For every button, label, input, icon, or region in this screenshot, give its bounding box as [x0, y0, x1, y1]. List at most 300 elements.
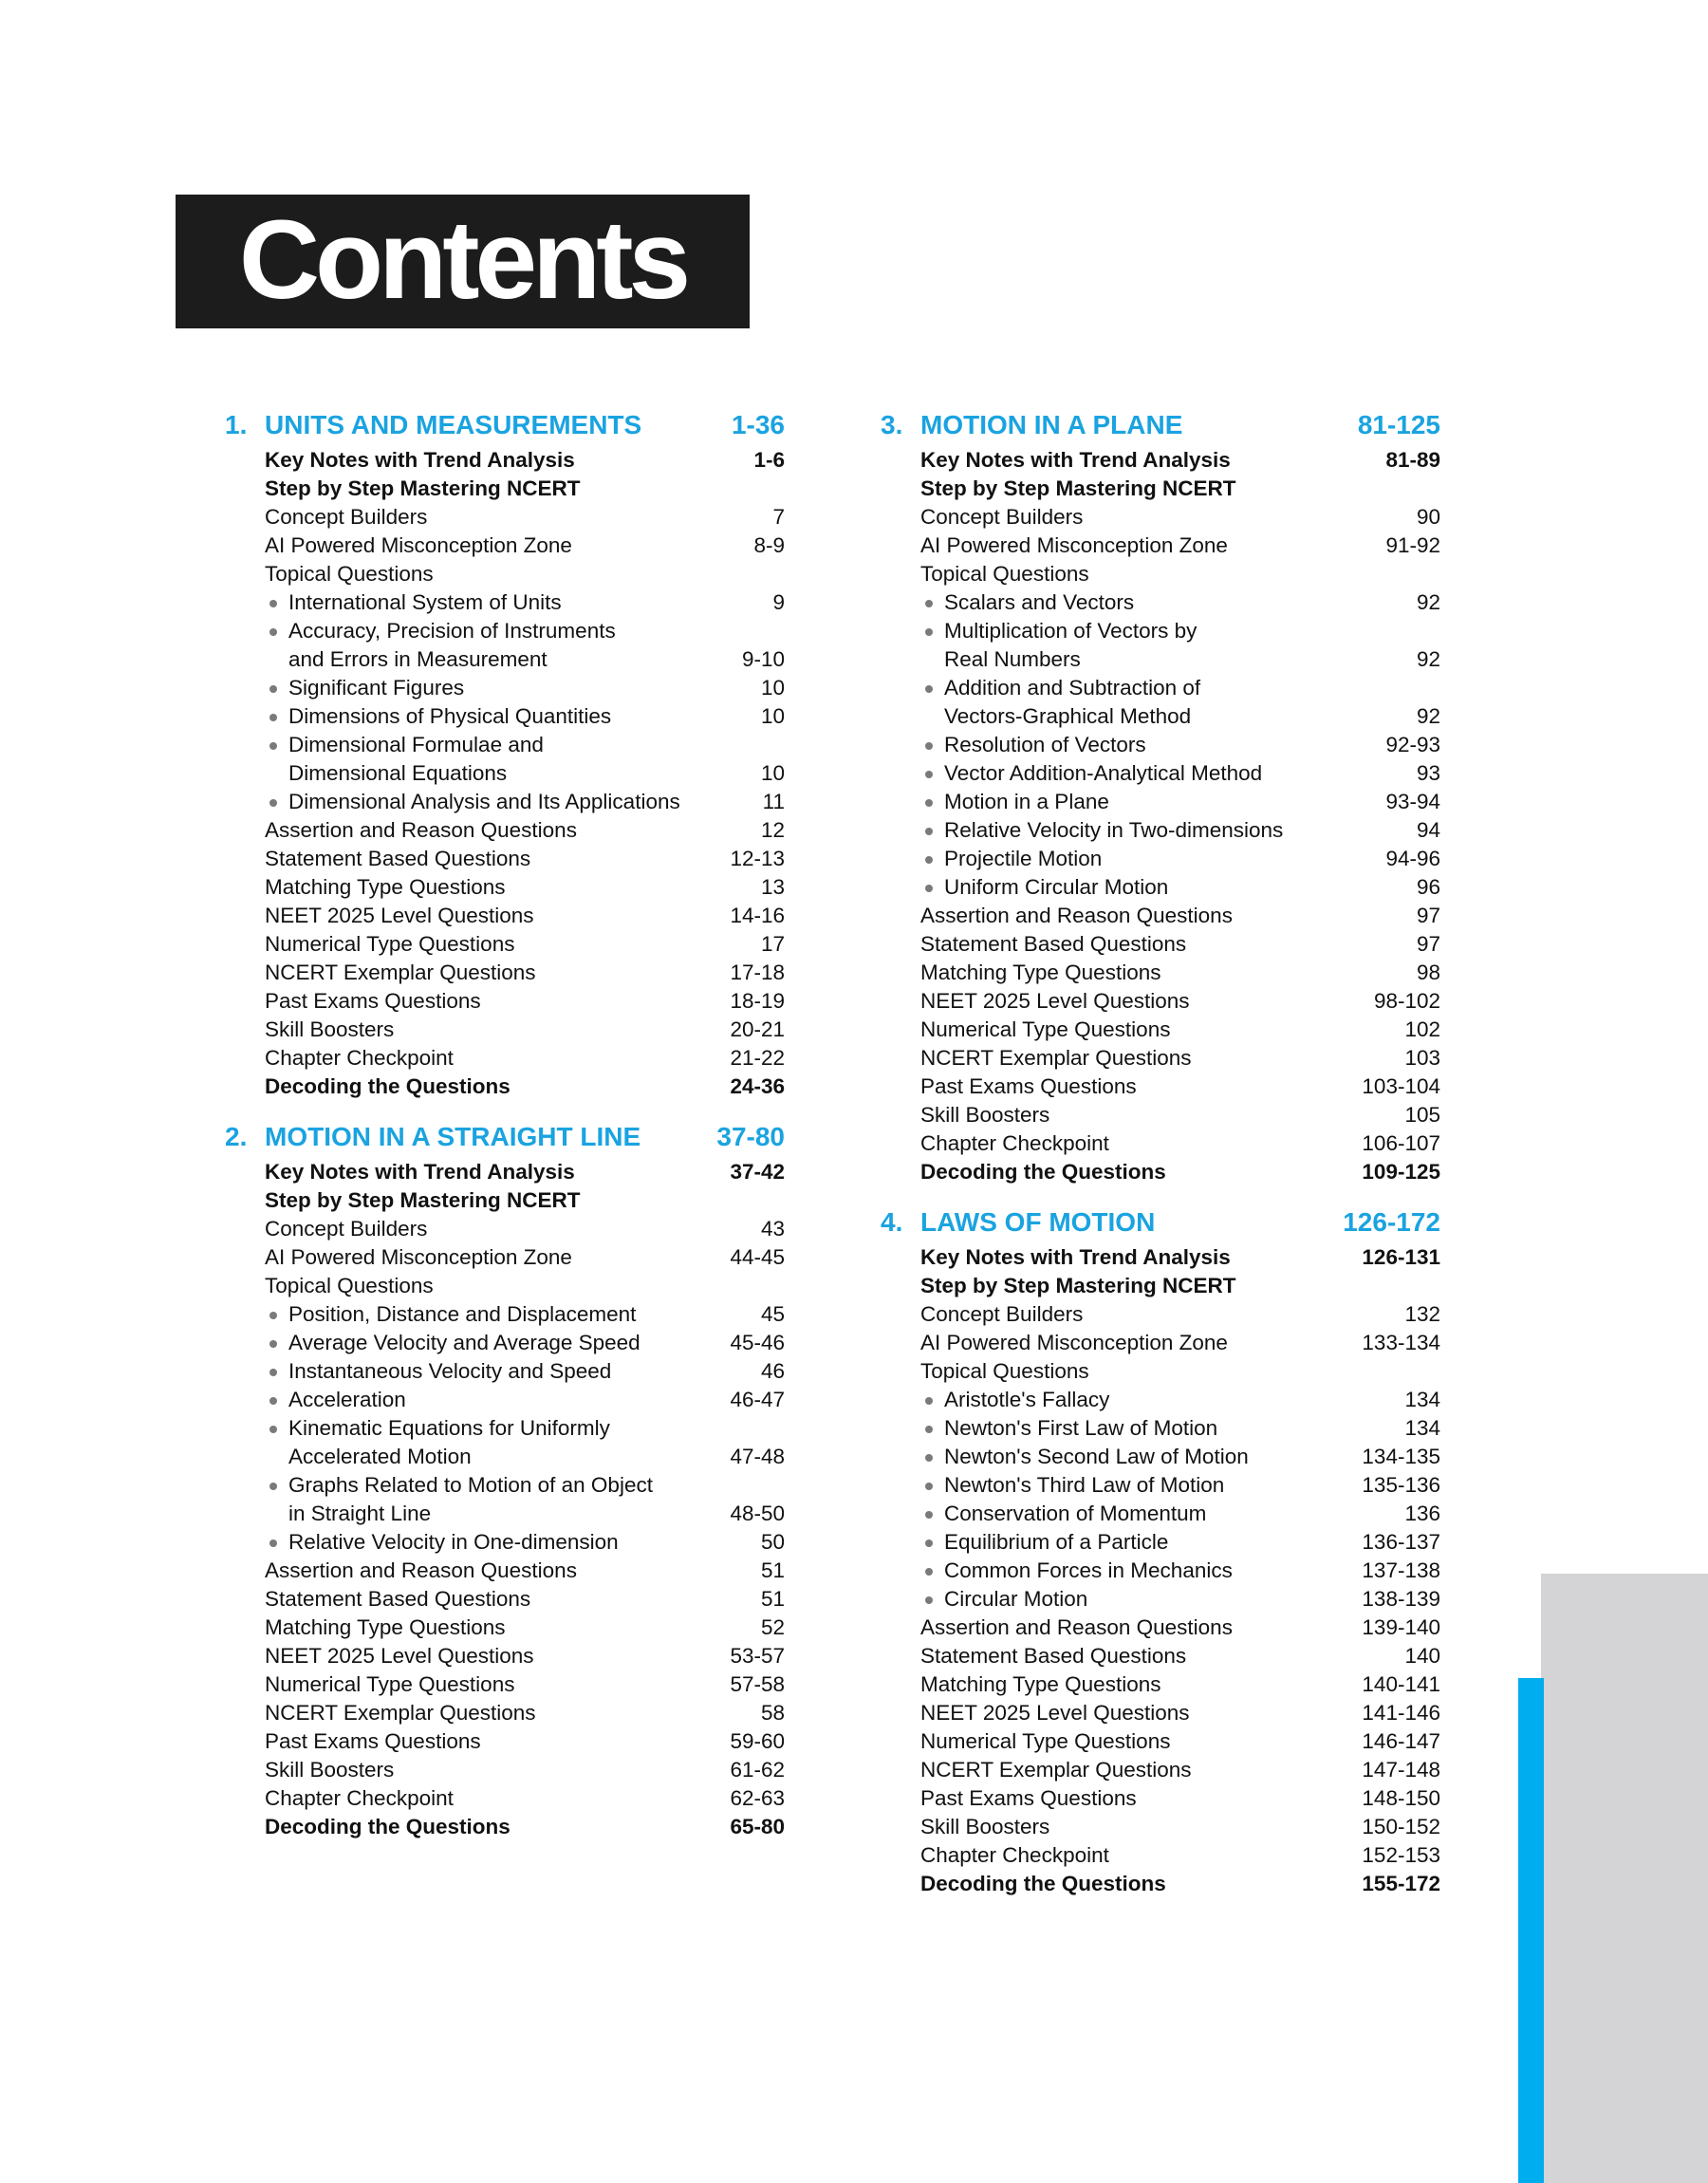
- entry-page-number: 47-48: [730, 1445, 785, 1468]
- entry-page-number: 1-6: [753, 448, 785, 472]
- entry-label: Chapter Checkpoint: [265, 1046, 454, 1070]
- toc-entry[interactable]: [225, 1557, 785, 1585]
- entry-page-number: 58: [760, 1701, 785, 1725]
- entry-label: Newton's First Law of Motion: [944, 1416, 1218, 1440]
- entry-page-number: 90: [1416, 505, 1440, 529]
- toc-subtopic-entry[interactable]: [225, 1357, 785, 1386]
- entry-page-number: 65-80: [730, 1815, 785, 1838]
- toc-entry[interactable]: [881, 902, 1440, 930]
- chapter-heading[interactable]: [225, 1116, 785, 1158]
- entry-label: Skill Boosters: [265, 1758, 395, 1782]
- entry-page-number: 138-139: [1362, 1587, 1440, 1611]
- bullet-icon: [925, 685, 933, 693]
- toc-subtopic-entry[interactable]: [881, 674, 1440, 702]
- chapter-number: 3.: [881, 410, 903, 439]
- chapter-section: [225, 404, 785, 1101]
- entry-page-number: 94-96: [1385, 847, 1440, 870]
- bullet-icon: [925, 1596, 933, 1604]
- toc-subtopic-entry[interactable]: [225, 617, 785, 645]
- entry-page-number: 57-58: [730, 1672, 785, 1696]
- entry-page-number: 17-18: [730, 961, 785, 984]
- entry-page-number: 18-19: [730, 989, 785, 1013]
- entry-page-number: 98: [1416, 961, 1440, 984]
- entry-page-number: 96: [1416, 875, 1440, 899]
- toc-entry[interactable]: [225, 446, 785, 475]
- entry-page-number: 132: [1404, 1302, 1440, 1326]
- entry-label: Past Exams Questions: [920, 1074, 1137, 1098]
- entry-label: Newton's Second Law of Motion: [944, 1445, 1249, 1468]
- toc-entry[interactable]: [225, 1614, 785, 1642]
- entry-label: Concept Builders: [265, 1217, 428, 1241]
- entry-page-number: 103-104: [1362, 1074, 1440, 1098]
- entry-page-number: 137-138: [1362, 1558, 1440, 1582]
- chapter-section: [881, 1202, 1440, 1898]
- toc-entry[interactable]: [225, 987, 785, 1016]
- entry-page-number: 97: [1416, 904, 1440, 927]
- toc-entry[interactable]: [225, 503, 785, 532]
- entry-label: Assertion and Reason Questions: [265, 1558, 577, 1582]
- bullet-icon: [269, 1426, 277, 1433]
- toc-entry[interactable]: [881, 1300, 1440, 1329]
- entry-page-number: 140: [1404, 1644, 1440, 1668]
- toc-subtopic-entry[interactable]: [881, 731, 1440, 759]
- toc-subtopic-entry[interactable]: [881, 702, 1440, 731]
- entry-page-number: 52: [760, 1615, 785, 1639]
- toc-entry[interactable]: [881, 1756, 1440, 1784]
- entry-label: NEET 2025 Level Questions: [920, 989, 1190, 1013]
- bullet-icon: [269, 1369, 277, 1376]
- bullet-icon: [269, 1397, 277, 1405]
- entry-page-number: 140-141: [1362, 1672, 1440, 1696]
- chapter-title: MOTION IN A PLANE: [920, 410, 1183, 439]
- chapter-title: UNITS AND MEASUREMENTS: [265, 410, 642, 439]
- entry-label: Past Exams Questions: [265, 1729, 481, 1753]
- entry-label: Accuracy, Precision of Instruments: [288, 619, 616, 643]
- toc-subtopic-entry[interactable]: [225, 588, 785, 617]
- entry-label: NEET 2025 Level Questions: [265, 904, 534, 927]
- entry-label: Statement Based Questions: [920, 1644, 1187, 1668]
- entry-label: Key Notes with Trend Analysis: [920, 448, 1231, 472]
- entry-label: Multiplication of Vectors by: [944, 619, 1197, 643]
- entry-page-number: 11: [762, 790, 785, 813]
- entry-page-number: 44-45: [730, 1245, 785, 1269]
- entry-label: Concept Builders: [265, 505, 428, 529]
- entry-page-number: 81-89: [1385, 448, 1440, 472]
- entry-label: Graphs Related to Motion of an Object: [288, 1473, 653, 1497]
- toc-entry[interactable]: [881, 475, 1440, 503]
- entry-label: Relative Velocity in Two-dimensions: [944, 818, 1284, 842]
- entry-label: Decoding the Questions: [920, 1872, 1166, 1895]
- entry-page-number: 8-9: [753, 533, 785, 557]
- toc-entry[interactable]: [225, 930, 785, 959]
- toc-subtopic-entry[interactable]: [225, 702, 785, 731]
- toc-subtopic-entry[interactable]: [881, 1500, 1440, 1528]
- bullet-icon: [925, 742, 933, 750]
- toc-subtopic-entry[interactable]: [881, 1443, 1440, 1471]
- toc-entry[interactable]: [225, 1016, 785, 1044]
- chapter-page-range: 1-36: [731, 410, 785, 439]
- toc-subtopic-entry[interactable]: [225, 1300, 785, 1329]
- bullet-icon: [269, 1483, 277, 1490]
- entry-label: Topical Questions: [265, 562, 434, 586]
- toc-subtopic-entry[interactable]: [225, 1386, 785, 1414]
- toc-entry[interactable]: [881, 1044, 1440, 1073]
- toc-subtopic-entry[interactable]: [881, 1471, 1440, 1500]
- entry-page-number: 103: [1404, 1046, 1440, 1070]
- entry-page-number: 93: [1416, 761, 1440, 785]
- entry-label: Acceleration: [288, 1388, 406, 1411]
- entry-label: Numerical Type Questions: [920, 1729, 1171, 1753]
- entry-label: Circular Motion: [944, 1587, 1088, 1611]
- entry-page-number: 148-150: [1362, 1786, 1440, 1810]
- toc-subtopic-entry[interactable]: [881, 617, 1440, 645]
- toc-entry[interactable]: [225, 845, 785, 873]
- entry-label: Numerical Type Questions: [265, 1672, 515, 1696]
- entry-page-number: 105: [1404, 1103, 1440, 1127]
- chapter-page-range: 37-80: [716, 1122, 785, 1151]
- toc-entry[interactable]: [225, 1813, 785, 1841]
- toc-entry[interactable]: [225, 1756, 785, 1784]
- chapter-number: 2.: [225, 1122, 248, 1151]
- entry-label: Assertion and Reason Questions: [920, 1615, 1233, 1639]
- entry-page-number: 134: [1404, 1388, 1440, 1411]
- toc-entry[interactable]: [225, 1699, 785, 1727]
- entry-label: and Errors in Measurement: [288, 647, 548, 671]
- toc-entry[interactable]: [225, 1272, 785, 1300]
- entry-label: Scalars and Vectors: [944, 590, 1135, 614]
- toc-entry[interactable]: [881, 503, 1440, 532]
- entry-page-number: 92-93: [1385, 733, 1440, 756]
- entry-page-number: 9-10: [741, 647, 785, 671]
- toc-subtopic-entry[interactable]: [881, 873, 1440, 902]
- entry-page-number: 21-22: [730, 1046, 785, 1070]
- entry-page-number: 92: [1416, 647, 1440, 671]
- chapter-number: 4.: [881, 1207, 903, 1237]
- toc-entry[interactable]: [881, 446, 1440, 475]
- entry-label: Real Numbers: [944, 647, 1081, 671]
- entry-label: Dimensions of Physical Quantities: [288, 704, 612, 728]
- entry-label: AI Powered Misconception Zone: [265, 533, 572, 557]
- toc-entry[interactable]: [881, 1101, 1440, 1129]
- bullet-icon: [925, 1426, 933, 1433]
- toc-entry[interactable]: [881, 1129, 1440, 1158]
- entry-page-number: 61-62: [730, 1758, 785, 1782]
- entry-label: Projectile Motion: [944, 847, 1103, 870]
- entry-label: Decoding the Questions: [920, 1160, 1166, 1184]
- contents-title-box: [176, 195, 750, 328]
- toc-entry[interactable]: [881, 1614, 1440, 1642]
- entry-label: Motion in a Plane: [944, 790, 1109, 813]
- bullet-icon: [269, 1539, 277, 1547]
- entry-label: Decoding the Questions: [265, 1815, 511, 1838]
- entry-label: Topical Questions: [920, 562, 1089, 586]
- chapter-section: [225, 1116, 785, 1841]
- toc-entry[interactable]: [881, 1272, 1440, 1300]
- entry-page-number: 133-134: [1362, 1331, 1440, 1354]
- entry-page-number: 10: [760, 676, 785, 700]
- toc-entry[interactable]: [881, 1158, 1440, 1186]
- side-tab-blue: [1518, 1678, 1544, 2183]
- chapter-title: MOTION IN A STRAIGHT LINE: [265, 1122, 641, 1151]
- toc-subtopic-entry[interactable]: [881, 816, 1440, 845]
- entry-label: NCERT Exemplar Questions: [265, 1701, 536, 1725]
- entry-page-number: 152-153: [1362, 1843, 1440, 1867]
- toc-subtopic-entry[interactable]: [225, 674, 785, 702]
- toc-subtopic-entry[interactable]: [225, 788, 785, 816]
- entry-label: Matching Type Questions: [920, 1672, 1161, 1696]
- entry-label: NEET 2025 Level Questions: [265, 1644, 534, 1668]
- bullet-icon: [269, 714, 277, 721]
- entry-label: Dimensional Equations: [288, 761, 508, 785]
- entry-page-number: 46-47: [730, 1388, 785, 1411]
- bullet-icon: [269, 1312, 277, 1319]
- toc-subtopic-entry[interactable]: [225, 1443, 785, 1471]
- toc-entry[interactable]: [225, 816, 785, 845]
- entry-page-number: 10: [760, 761, 785, 785]
- entry-label: Conservation of Momentum: [944, 1502, 1207, 1525]
- toc-entry[interactable]: [881, 532, 1440, 560]
- entry-page-number: 62-63: [730, 1786, 785, 1810]
- bullet-icon: [925, 628, 933, 636]
- entry-label: Common Forces in Mechanics: [944, 1558, 1233, 1582]
- entry-page-number: 136: [1404, 1502, 1440, 1525]
- toc-subtopic-entry[interactable]: [225, 1329, 785, 1357]
- entry-page-number: 146-147: [1362, 1729, 1440, 1753]
- toc-entry[interactable]: [881, 1642, 1440, 1670]
- bullet-icon: [925, 1397, 933, 1405]
- entry-label: AI Powered Misconception Zone: [920, 1331, 1228, 1354]
- toc-entry[interactable]: [881, 1670, 1440, 1699]
- bullet-icon: [925, 771, 933, 778]
- entry-label: Concept Builders: [920, 505, 1084, 529]
- toc-entry[interactable]: [881, 1841, 1440, 1870]
- bullet-icon: [269, 742, 277, 750]
- toc-entry[interactable]: [225, 1670, 785, 1699]
- toc-entry[interactable]: [225, 959, 785, 987]
- entry-page-number: 92: [1416, 704, 1440, 728]
- toc-subtopic-entry[interactable]: [225, 759, 785, 788]
- entry-label: Chapter Checkpoint: [920, 1843, 1109, 1867]
- toc-entry[interactable]: [225, 1243, 785, 1272]
- entry-label: Resolution of Vectors: [944, 733, 1146, 756]
- toc-entry[interactable]: [225, 532, 785, 560]
- toc-entry[interactable]: [881, 1699, 1440, 1727]
- entry-page-number: 150-152: [1362, 1815, 1440, 1838]
- toc-column-left: [225, 404, 785, 1841]
- entry-page-number: 92: [1416, 590, 1440, 614]
- toc-entry[interactable]: [225, 1044, 785, 1073]
- entry-page-number: 109-125: [1362, 1160, 1440, 1184]
- entry-label: Skill Boosters: [920, 1103, 1050, 1127]
- bullet-icon: [269, 799, 277, 807]
- bullet-icon: [925, 856, 933, 864]
- bullet-icon: [925, 799, 933, 807]
- entry-label: Average Velocity and Average Speed: [288, 1331, 640, 1354]
- entry-label: Assertion and Reason Questions: [920, 904, 1233, 927]
- bullet-icon: [925, 600, 933, 607]
- toc-entry[interactable]: [881, 1357, 1440, 1386]
- entry-page-number: 98-102: [1373, 989, 1440, 1013]
- entry-label: NEET 2025 Level Questions: [920, 1701, 1190, 1725]
- toc-entry[interactable]: [225, 475, 785, 503]
- entry-page-number: 45: [760, 1302, 785, 1326]
- entry-page-number: 97: [1416, 932, 1440, 956]
- toc-entry[interactable]: [225, 873, 785, 902]
- entry-label: Matching Type Questions: [920, 961, 1161, 984]
- chapter-heading[interactable]: [225, 404, 785, 446]
- side-tab-grey: [1541, 1574, 1708, 2183]
- toc-entry[interactable]: [881, 1073, 1440, 1101]
- entry-label: Numerical Type Questions: [920, 1017, 1171, 1041]
- toc-subtopic-entry[interactable]: [881, 1414, 1440, 1443]
- entry-label: Decoding the Questions: [265, 1074, 511, 1098]
- entry-label: Skill Boosters: [265, 1017, 395, 1041]
- entry-label: Step by Step Mastering NCERT: [265, 476, 581, 500]
- entry-label: AI Powered Misconception Zone: [265, 1245, 572, 1269]
- toc-entry[interactable]: [881, 987, 1440, 1016]
- toc-entry[interactable]: [881, 1243, 1440, 1272]
- bullet-icon: [925, 1454, 933, 1462]
- toc-subtopic-entry[interactable]: [881, 1557, 1440, 1585]
- entry-page-number: 126-131: [1362, 1245, 1440, 1269]
- entry-label: Skill Boosters: [920, 1815, 1050, 1838]
- entry-label: Past Exams Questions: [920, 1786, 1137, 1810]
- entry-label: Topical Questions: [265, 1274, 434, 1297]
- entry-page-number: 14-16: [730, 904, 785, 927]
- entry-label: Statement Based Questions: [265, 847, 531, 870]
- entry-label: Aristotle's Fallacy: [944, 1388, 1110, 1411]
- bullet-icon: [269, 600, 277, 607]
- chapter-page-range: 126-172: [1343, 1207, 1440, 1237]
- chapter-section: [881, 404, 1440, 1186]
- entry-page-number: 147-148: [1362, 1758, 1440, 1782]
- entry-label: Vector Addition-Analytical Method: [944, 761, 1263, 785]
- toc-entry[interactable]: [225, 560, 785, 588]
- entry-page-number: 7: [772, 505, 785, 529]
- toc-subtopic-entry[interactable]: [225, 1414, 785, 1443]
- toc-subtopic-entry[interactable]: [881, 1386, 1440, 1414]
- entry-label: Instantaneous Velocity and Speed: [288, 1359, 612, 1383]
- entry-label: Topical Questions: [920, 1359, 1089, 1383]
- toc-subtopic-entry[interactable]: [225, 1500, 785, 1528]
- entry-page-number: 102: [1404, 1017, 1440, 1041]
- entry-page-number: 155-172: [1362, 1872, 1440, 1895]
- entry-page-number: 43: [760, 1217, 785, 1241]
- entry-label: AI Powered Misconception Zone: [920, 533, 1228, 557]
- toc-entry[interactable]: [225, 1073, 785, 1101]
- toc-entry[interactable]: [881, 1727, 1440, 1756]
- entry-label: Numerical Type Questions: [265, 932, 515, 956]
- entry-page-number: 134: [1404, 1416, 1440, 1440]
- entry-label: Dimensional Formulae and: [288, 733, 544, 756]
- bullet-icon: [269, 685, 277, 693]
- entry-page-number: 37-42: [730, 1160, 785, 1184]
- entry-label: Equilibrium of a Particle: [944, 1530, 1169, 1554]
- toc-entry[interactable]: [881, 1813, 1440, 1841]
- toc-subtopic-entry[interactable]: [881, 845, 1440, 873]
- bullet-icon: [269, 1340, 277, 1348]
- bullet-icon: [925, 1511, 933, 1519]
- toc-entry[interactable]: [881, 1016, 1440, 1044]
- toc-entry[interactable]: [225, 1727, 785, 1756]
- chapter-number: 1.: [225, 410, 248, 439]
- entry-label: Step by Step Mastering NCERT: [265, 1188, 581, 1212]
- entry-label: Accelerated Motion: [288, 1445, 472, 1468]
- entry-label: International System of Units: [288, 590, 562, 614]
- entry-page-number: 12: [760, 818, 785, 842]
- toc-entry[interactable]: [881, 959, 1440, 987]
- chapter-heading[interactable]: [881, 404, 1440, 446]
- toc-entry[interactable]: [225, 902, 785, 930]
- entry-page-number: 48-50: [730, 1502, 785, 1525]
- toc-subtopic-entry[interactable]: [225, 1528, 785, 1557]
- toc-entry[interactable]: [881, 1870, 1440, 1898]
- entry-page-number: 91-92: [1385, 533, 1440, 557]
- toc-entry[interactable]: [225, 1784, 785, 1813]
- entry-label: Key Notes with Trend Analysis: [265, 1160, 575, 1184]
- toc-entry[interactable]: [881, 560, 1440, 588]
- entry-label: Chapter Checkpoint: [920, 1131, 1109, 1155]
- chapter-heading[interactable]: [881, 1202, 1440, 1243]
- entry-page-number: 46: [760, 1359, 785, 1383]
- entry-label: Matching Type Questions: [265, 1615, 506, 1639]
- entry-label: NCERT Exemplar Questions: [920, 1758, 1192, 1782]
- entry-label: Uniform Circular Motion: [944, 875, 1169, 899]
- entry-page-number: 139-140: [1362, 1615, 1440, 1639]
- toc-entry[interactable]: [225, 1215, 785, 1243]
- entry-label: Statement Based Questions: [265, 1587, 531, 1611]
- entry-label: Vectors-Graphical Method: [944, 704, 1192, 728]
- entry-label: Assertion and Reason Questions: [265, 818, 577, 842]
- entry-page-number: 13: [760, 875, 785, 899]
- toc-subtopic-entry[interactable]: [881, 588, 1440, 617]
- toc-entry[interactable]: [881, 930, 1440, 959]
- toc-subtopic-entry[interactable]: [881, 788, 1440, 816]
- toc-subtopic-entry[interactable]: [881, 645, 1440, 674]
- toc-entry[interactable]: [225, 1585, 785, 1614]
- entry-label: Addition and Subtraction of: [944, 676, 1201, 700]
- toc-subtopic-entry[interactable]: [225, 731, 785, 759]
- entry-label: Statement Based Questions: [920, 932, 1187, 956]
- entry-page-number: 59-60: [730, 1729, 785, 1753]
- toc-subtopic-entry[interactable]: [881, 759, 1440, 788]
- entry-label: Significant Figures: [288, 676, 465, 700]
- entry-page-number: 51: [760, 1587, 785, 1611]
- entry-label: Key Notes with Trend Analysis: [920, 1245, 1231, 1269]
- toc-subtopic-entry[interactable]: [881, 1585, 1440, 1614]
- bullet-icon: [925, 828, 933, 835]
- toc-subtopic-entry[interactable]: [881, 1528, 1440, 1557]
- entry-page-number: 135-136: [1362, 1473, 1440, 1497]
- page-title: Contents: [238, 196, 687, 323]
- entry-label: Chapter Checkpoint: [265, 1786, 454, 1810]
- toc-subtopic-entry[interactable]: [225, 645, 785, 674]
- toc-entry[interactable]: [225, 1158, 785, 1186]
- entry-page-number: 50: [760, 1530, 785, 1554]
- toc-entry[interactable]: [881, 1329, 1440, 1357]
- entry-label: in Straight Line: [288, 1502, 432, 1525]
- toc-entry[interactable]: [225, 1642, 785, 1670]
- entry-page-number: 94: [1416, 818, 1440, 842]
- toc-entry[interactable]: [225, 1186, 785, 1215]
- entry-page-number: 136-137: [1362, 1530, 1440, 1554]
- bullet-icon: [925, 885, 933, 892]
- toc-subtopic-entry[interactable]: [225, 1471, 785, 1500]
- entry-label: Key Notes with Trend Analysis: [265, 448, 575, 472]
- toc-entry[interactable]: [881, 1784, 1440, 1813]
- entry-page-number: 24-36: [730, 1074, 785, 1098]
- entry-label: Newton's Third Law of Motion: [944, 1473, 1225, 1497]
